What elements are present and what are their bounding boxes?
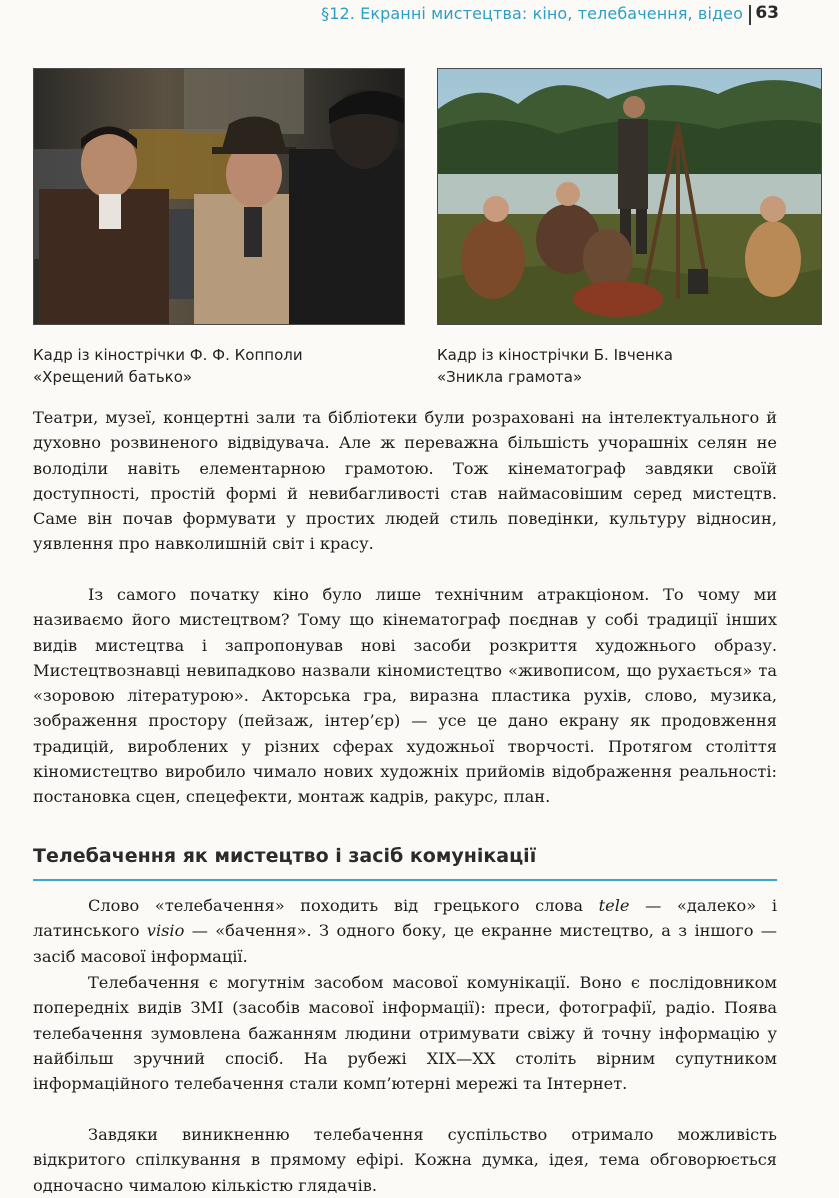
figure-caption-2 <box>437 344 817 388</box>
term-tele: tele <box>598 896 630 915</box>
caption-line: Кадр із кінострічки Ф. Ф. Копполи <box>33 346 303 364</box>
text-run: — «далеко» і латинського <box>33 896 777 941</box>
body-paragraph: Із самого початку кіно було лише технічним атракціоном. То чому ми називаємо його мистецтвом? Тому що кінематограф поєднав у собі традиції інших видів мистецтва і запропонував нові засоби розкриття художнього образу. Мистецтвознавці невипадково назвали кіномистецтво «живописом, що рухається» та «зоровою літературою». Акторська гра, виразна пластика рухів, слово, музика, зображення простору (пейзаж, інтер’єр) — усе це дано екрану як продовження традицій, вироблених у різних сферах художньої творчості. Протягом століття кіномистецтво виробило чимало нових художніх прийомів відображення реальності: постановка сцен, спецефекти, монтаж кадрів, ракурс, план. <box>33 585 777 807</box>
caption-line: «Хрещений батько» <box>33 368 193 386</box>
photo-zniknla-image <box>438 69 821 324</box>
photo-godfather-still <box>33 68 405 325</box>
photo-godfather-image <box>34 69 404 324</box>
caption-line: «Зникла грамота» <box>437 368 583 386</box>
body-paragraph: Театри, музеї, концертні зали та бібліотеки були розраховані на інтелектуального й духовно розвиненого відвідувача. Але ж переважна більшість учорашніх селян не володіли навіть елементарною грамотою. Тож кінематограф завдяки своїй доступності, простій формі й невибагливості став наймасовішим серед мистецтв. Саме він почав формувати у простих людей стиль поведінки, культуру відносин, уявлення про навколишній світ і красу. <box>33 408 777 554</box>
section-divider <box>33 879 777 881</box>
header-separator <box>749 5 751 25</box>
page-header <box>0 0 839 34</box>
text-run: — «бачення». З одного боку, це екранне мистецтво, а з іншого — засіб масової інформації. <box>33 921 777 966</box>
body-paragraph <box>33 893 777 969</box>
body-paragraph: Завдяки виникненню телебачення суспільство отримало можливість відкритого спілкування в прямому ефірі. Кожна думка, ідея, тема обговорюється одночасно чималою кількістю глядачів. <box>33 1125 777 1195</box>
running-title: §12. Екранні мистецтва: кіно, телебачення, відео <box>321 4 743 23</box>
caption-line: Кадр із кінострічки Б. Івченка <box>437 346 673 364</box>
section-heading: Телебачення як мистецтво і засіб комунікації <box>33 845 537 867</box>
photo-zniknla-hramota-still <box>437 68 822 325</box>
figure-caption-1 <box>33 344 413 388</box>
term-visio: visio <box>146 921 185 941</box>
body-paragraph: Телебачення є могутнім засобом масової комунікації. Воно є послідовником попередніх видів ЗМІ (засобів масової інформації): преси, фотографії, радіо. Поява телебачення зумовлена бажанням людини отримувати свіжу й точну інформацію у найбільш зручний спосіб. На рубежі XIX—XX століть вірним супутником інформаційного телебачення стали комп’ютерні мережі та Інтернет. <box>33 973 777 1094</box>
page-number: 63 <box>755 3 779 23</box>
text-run: Слово «телебачення» походить від грецького слова <box>88 896 599 915</box>
